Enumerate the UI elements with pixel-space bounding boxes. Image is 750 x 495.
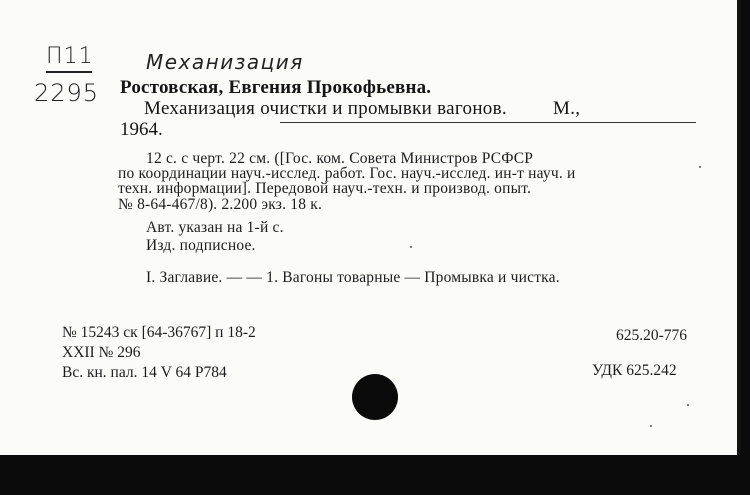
footer-line-3: Вс. кн. пал. 14 V 64 Р784 xyxy=(62,364,227,381)
speck xyxy=(699,166,701,168)
title-underline xyxy=(280,122,696,123)
shelf-mark-top: Π11 xyxy=(46,44,94,69)
publication-year: 1964. xyxy=(120,119,163,140)
book-title: Механизация очистки и промывки вагонов. xyxy=(144,98,507,119)
footer-line-2: XXII № 296 xyxy=(62,344,141,361)
shelf-mark-bottom: 2295 xyxy=(34,79,100,107)
speck xyxy=(410,246,412,248)
footer-line-1: № 15243 ск [64-36767] п 18-2 xyxy=(62,324,256,341)
description-line-2: по координации науч.-исслед. работ. Гос. науч.-исслед. ин-т науч. и xyxy=(118,165,576,182)
subject-headings: I. Заглавие. — — 1. Вагоны товарные — Промывка и чистка. xyxy=(146,269,560,286)
publication-place: М., xyxy=(553,98,581,119)
classification-number: 625.20-776 xyxy=(616,327,688,344)
note-author: Авт. указан на 1-й с. xyxy=(146,219,284,236)
handwritten-subject: Механизация xyxy=(146,50,304,74)
card-punch-hole xyxy=(352,374,398,420)
description-line-3: техн. информации]. Передовой науч.-техн. и производ. опыт. xyxy=(118,180,532,197)
title-line xyxy=(144,98,580,120)
note-subscription: Изд. подписное. xyxy=(146,237,256,254)
shelf-mark-divider xyxy=(46,71,92,73)
speck xyxy=(687,404,689,406)
udc-number: УДК 625.242 xyxy=(592,362,677,379)
author-heading: Ростовская, Евгения Прокофьевна. xyxy=(120,77,432,98)
description-line-1: 12 с. с черт. 22 см. ([Гос. ком. Совета Министров РСФСР xyxy=(146,150,534,167)
speck xyxy=(650,425,652,427)
description-line-4: № 8-64-467/8). 2.200 экз. 18 к. xyxy=(118,196,323,213)
